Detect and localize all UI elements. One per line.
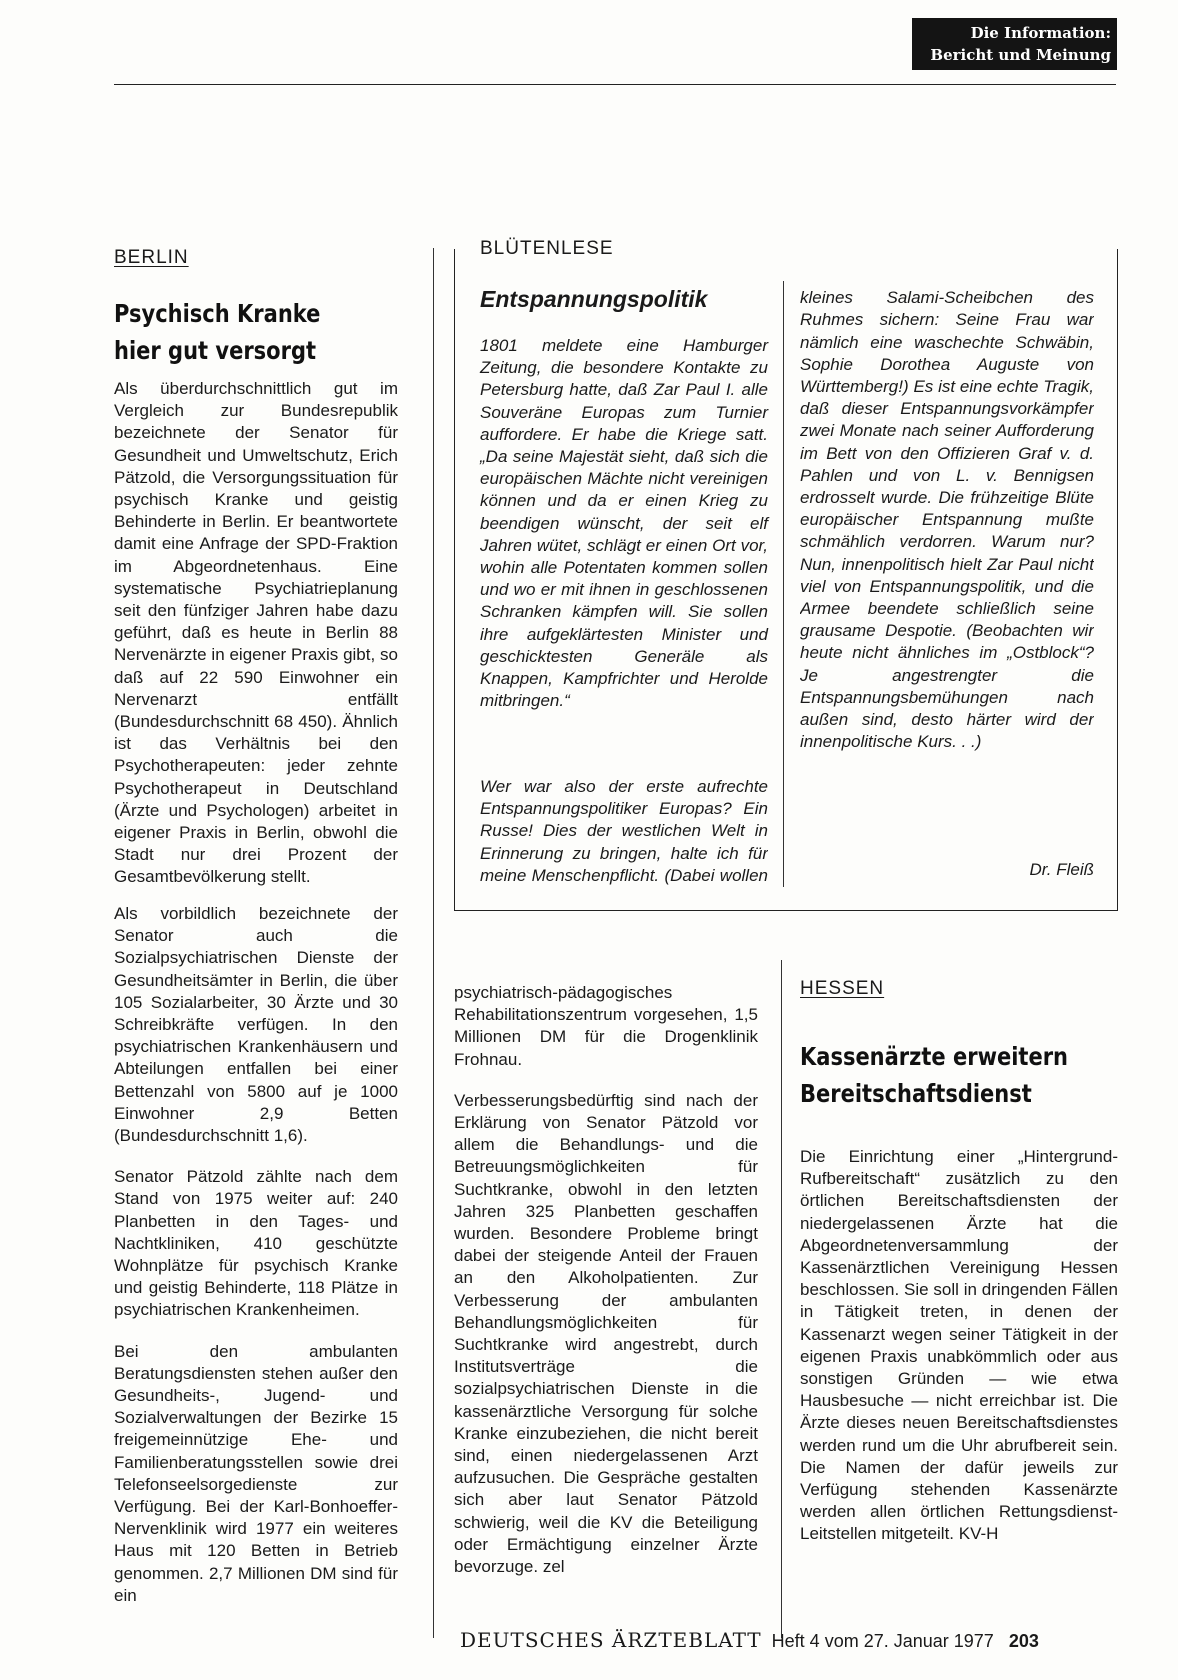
bluetenlese-title: Entspannungspolitik bbox=[480, 286, 708, 312]
hessen-paragraph: Die Einrichtung einer „Hintergrund-Rufbereitschaft“ zusätzlich zu den örtlichen Bereitschaftsdiensten der niedergelassenen Ärzte hat die Abgeordnetenversammlung der Kassenärztlichen Vereinigung Hessen beschlossen. Sie soll in dringenden Fällen in Tätigkeit treten, in denen der Kassenarzt wegen seiner Tätigkeit in der eigenen Praxis unabkömmlich oder aus sonstigen Gründen — wie etwa Hausbesuche — nicht erreichbar ist. Die Ärzte dieses neuen Bereitschaftsdienstes werden rund um die Uhr abrufbereit sein. Die Namen der dafür jeweils zur Verfügung stehenden Kassenärzte werden allen örtlichen Rettungsdienst-Leitstellen mitgeteilt. KV-H bbox=[800, 1147, 1118, 1544]
berlin-headline-line-1: Psychisch Kranke bbox=[114, 299, 321, 328]
berlin-paragraph: Als vorbildlich bezeichnete der Senator auch die Sozialpsychiatrischen Dienste der Gesundheitsämter in Berlin, die über 105 Sozialarbeiter, 30 Ärzte und 30 Schreibkräfte verfügen. In den psychiatrischen Krankenhäusern und Abteilungen entfallen bei einer Bettenzahl von 5800 auf je 1000 Einwohner 2,9 Betten (Bundesdurchschnitt 1,6). bbox=[114, 904, 398, 1146]
bluetenlese-divider bbox=[783, 281, 784, 887]
bluetenlese-signoff: Dr. Fleiß bbox=[1029, 860, 1094, 879]
bluetenlese-paragraph: 1801 meldete eine Hamburger Zeitung, die besondere Kontakte zu Petersburg hatte, daß Zar Paul I. alle Souveräne Europas zum Turnier auffordere. Er habe die Kriege satt. „Da seine Majestät sieht, daß sich die europäischen Mächte nicht vereinigen können und da er einen Krieg zu beendigen wünscht, der seit elf Jahren wütet, schlägt er einen Ort vor, wohin alle Potentaten kommen sollen und wo er mit ihnen in geschlossenen Schranken kämpfen will. Sie sollen ihre aufgeklärtesten Minister und geschicktesten Generäle als Knappen, Kampfrichter und Herolde mitbringen.“ bbox=[480, 336, 768, 711]
page-footer bbox=[460, 1628, 1118, 1652]
column-divider bbox=[781, 960, 782, 1638]
berlin-headline-line-2: hier gut versorgt bbox=[114, 336, 317, 365]
bluetenlese-paragraph-cont bbox=[800, 287, 1094, 859]
hessen-headline-line-1: Kassenärzte erweitern bbox=[800, 1042, 1069, 1071]
header-rule bbox=[114, 84, 1116, 85]
hessen-kicker: HESSEN bbox=[800, 978, 885, 999]
column-divider bbox=[433, 248, 434, 1638]
bluetenlese-paragraph-text: kleines Salami-Scheibchen des Ruhmes sichern: Seine Frau war nämlich eine waschechte Schwäbin, Sophie Dorothea Auguste von Württemberg!) Es ist eine echte Tragik, daß dieser Entspannungsvorkämpfer zwei Monate nach seiner Aufforderung im Bett von den Offizieren Graf v. d. Pahlen und von L. v. Bennigsen erdrosselt wurde. Die frühzeitige Blüte europäischer Entspannung mußte schmählich verdorren. Warum nur? Nun, innenpolitisch hielt Zar Paul nicht viel von Entspannungspolitik, und die Armee beendete schließlich seine grausame Despotie. (Beobachten wir heute nicht ähnliches im „Ostblock“? Je angestrengter die Entspannungsbemühungen nach außen sind, desto härter wird der innenpolitische Kurs. . .) bbox=[800, 288, 1094, 752]
badge-line-2: Bericht und Meinung bbox=[930, 46, 1111, 64]
section-badge bbox=[912, 18, 1117, 70]
berlin-paragraph: psychiatrisch-pädagogisches Rehabilitationszentrum vorgesehen, 1,5 Millionen DM für die Drogenklinik Frohnau. bbox=[454, 983, 758, 1069]
badge-line-1: Die Information: bbox=[970, 24, 1111, 42]
berlin-column-1b bbox=[114, 903, 398, 1626]
bluetenlese-paragraph: Wer war also der erste aufrechte Entspannungspolitiker Europas? Ein Russe! Dies der westlichen Welt in Erinnerung zu bringen, halte ich für meine Menschenpflicht. (Dabei wollen bbox=[480, 777, 768, 885]
berlin-paragraph: Senator Pätzold zählte nach dem Stand von 1975 weiter auf: 240 Planbetten in den Tages- und Nachtkliniken, 410 geschützte Wohnplätze für psychisch Kranke und geistig Behinderte, 118 Plätze in psychiatrischen Krankenheimen. bbox=[114, 1167, 398, 1320]
bluetenlese-label: BLÜTENLESE bbox=[476, 238, 618, 260]
issue-info: Heft 4 vom 27. Januar 1977 bbox=[771, 1631, 994, 1651]
berlin-paragraph: Bei den ambulanten Beratungsdiensten stehen außer den Gesundheits-, Jugend- und Sozialverwaltungen der Bezirke 15 freigemeinnützige Ehe- und Familienberatungsstellen sowie drei Telefonseelsorgedienste zur Verfügung. Bei der Karl-Bonhoeffer-Nervenklinik wird 1977 ein weiteres Haus mit 120 Betten in Betrieb genommen. 2,7 Millionen DM sind für ein bbox=[114, 1341, 398, 1605]
journal-name: DEUTSCHES ÄRZTEBLATT bbox=[460, 1628, 762, 1652]
berlin-column-2 bbox=[454, 982, 758, 1597]
berlin-kicker: BERLIN bbox=[114, 247, 189, 268]
bluetenlese-column-1 bbox=[480, 335, 768, 731]
hessen-headline bbox=[800, 1038, 1068, 1112]
hessen-headline-line-2: Bereitschaftsdienst bbox=[800, 1079, 1032, 1108]
berlin-paragraph: Als überdurchschnittlich gut im Vergleich zur Bundesrepublik bezeichnete der Senator für Gesundheit und Umweltschutz, Erich Pätzold, die Versorgungssituation für psychisch Kranke und geistig Behinderte in Berlin. Er beantwortete damit eine Anfrage der SPD-Fraktion im Abgeordnetenhaus. Eine systematische Psychiatrieplanung seit den fünfziger Jahren habe dazu geführt, daß es heute in Berlin 88 Nervenärzte in eigener Praxis gibt, so daß auf 22 590 Einwohner ein Nervenarzt entfällt (Bundesdurchschnitt 68 450). Ähnlich ist das Verhältnis bei den Psychotherapeuten: jeder zehnte Psychotherapeut in Deutschland (Ärzte und Psychologen) arbeitet in eigener Praxis in Berlin, obwohl die Stadt nur drei Prozent der Gesamtbevölkerung stellt. bbox=[114, 379, 398, 887]
bluetenlese-column-2 bbox=[800, 287, 1094, 881]
berlin-column-1 bbox=[114, 378, 398, 908]
bluetenlese-column-1b bbox=[480, 776, 768, 905]
hessen-column bbox=[800, 1146, 1118, 1565]
page-number: 203 bbox=[1008, 1631, 1039, 1651]
berlin-paragraph: Verbesserungsbedürftig sind nach der Erklärung von Senator Pätzold vor allem die Behandlungs- und die Betreuungsmöglichkeiten für Suchtkranke, obwohl in den letzten Jahren 325 Planbetten geschaffen wurden. Besondere Probleme bringt dabei der steigende Anteil der Frauen an den Alkoholpatienten. Zur Verbesserung der ambulanten Behandlungsmöglichkeiten für Suchtkranke wird angestrebt, durch Institutsverträge die sozialpsychiatrischen Dienste in die kassenärztliche Versorgung für solche Kranke einzubeziehen, die nicht bereit sind, einen niedergelassenen Arzt aufzusuchen. Die Gespräche gestalten sich aber laut Senator Pätzold schwierig, weil die KV die Beteiligung oder Ermächtigung einzelner Ärzte bevorzuge. zel bbox=[454, 1090, 758, 1577]
berlin-headline bbox=[114, 295, 320, 369]
